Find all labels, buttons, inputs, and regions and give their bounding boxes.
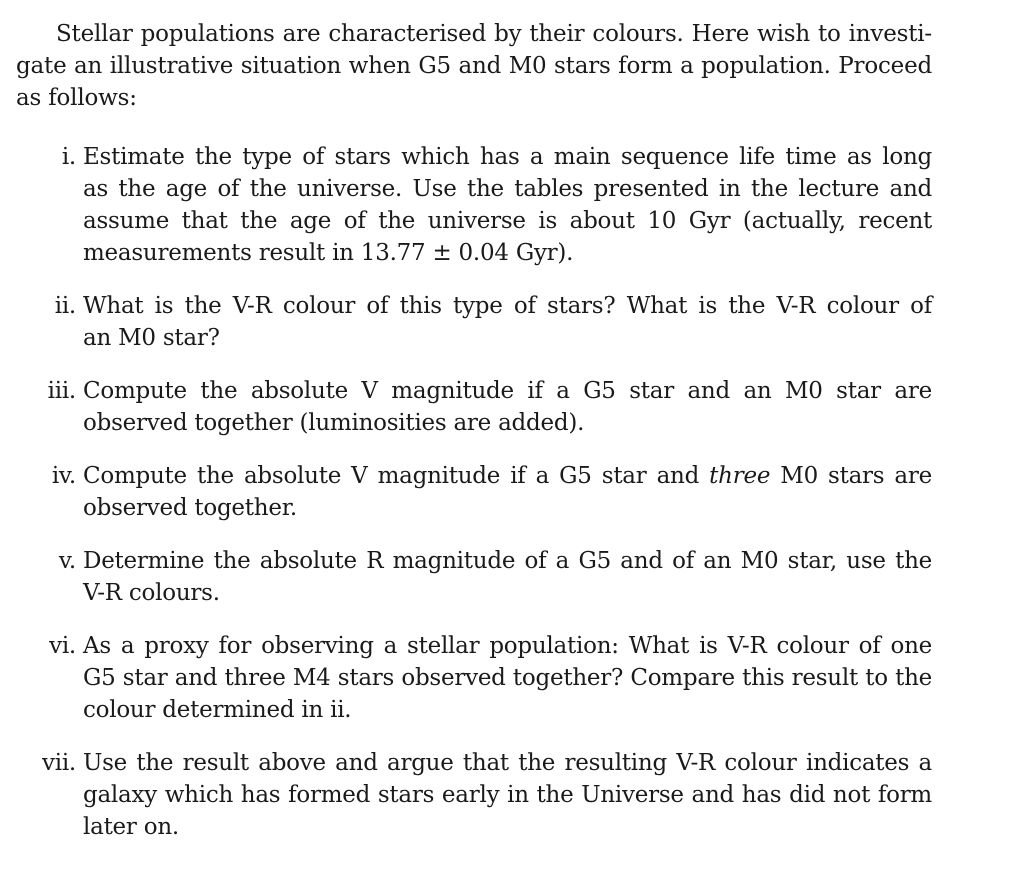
task-line: Use the result above and argue that the resulting V-R colour indicates a: [83, 750, 932, 776]
task-line: G5 star and three M4 stars observed together? Compare this result to the: [83, 665, 932, 691]
task-text: [83, 141, 932, 269]
intro-paragraph: [16, 18, 932, 114]
task-line: What is the V-R colour of this type of stars? What is the V-R colour of: [83, 293, 932, 319]
task-number: v.: [58, 548, 76, 574]
task-text: [83, 375, 932, 439]
task-line: observed together (luminosities are added).: [83, 410, 585, 436]
task-list: [16, 141, 932, 864]
task-item-vii: [16, 747, 932, 843]
task-line: as the age of the universe. Use the tables presented in the lecture and: [83, 176, 932, 202]
task-line: Estimate the type of stars which has a main sequence life time as long: [83, 144, 932, 170]
task-line-part: M0 stars are: [770, 463, 932, 489]
task-item-ii: [16, 290, 932, 354]
task-item-iii: [16, 375, 932, 439]
task-item-v: [16, 545, 932, 609]
emphasis-text: three: [709, 463, 771, 489]
task-text: [83, 747, 932, 843]
intro-line-3: as follows:: [16, 85, 137, 111]
task-number: iv.: [51, 463, 76, 489]
task-line: V-R colours.: [83, 580, 220, 606]
task-number: vii.: [41, 750, 76, 776]
task-item-i: [16, 141, 932, 269]
task-number: iii.: [47, 378, 76, 404]
task-line: an M0 star?: [83, 325, 220, 351]
task-line-part: Compute the absolute V magnitude if a G5 star and: [83, 463, 710, 489]
task-line: galaxy which has formed stars early in the Universe and has did not form: [83, 782, 932, 808]
task-line: Compute the absolute V magnitude if a G5 star and an M0 star are: [83, 378, 932, 404]
task-text: [83, 290, 932, 354]
task-item-iv: [16, 460, 932, 524]
task-line: assume that the age of the universe is about 10 Gyr (actually, recent: [83, 208, 932, 234]
task-number: i.: [61, 144, 76, 170]
task-line: As a proxy for observing a stellar population: What is V-R colour of one: [83, 633, 932, 659]
task-line: measurements result in 13.77 ± 0.04 Gyr).: [83, 240, 574, 266]
task-line: [83, 460, 932, 492]
task-line: later on.: [83, 814, 179, 840]
task-number: ii.: [54, 293, 76, 319]
intro-line-1: Stellar populations are characterised by their colours. Here wish to investi-: [56, 21, 932, 47]
document-page: [16, 18, 932, 114]
task-text: [83, 460, 932, 524]
task-line: colour determined in ii.: [83, 697, 352, 723]
task-text: [83, 630, 932, 726]
task-text: [83, 545, 932, 609]
task-number: vi.: [49, 633, 76, 659]
task-line: Determine the absolute R magnitude of a G5 and of an M0 star, use the: [83, 548, 932, 574]
intro-line-2: gate an illustrative situation when G5 and M0 stars form a population. Proceed: [16, 53, 932, 79]
task-item-vi: [16, 630, 932, 726]
task-line: observed together.: [83, 495, 297, 521]
